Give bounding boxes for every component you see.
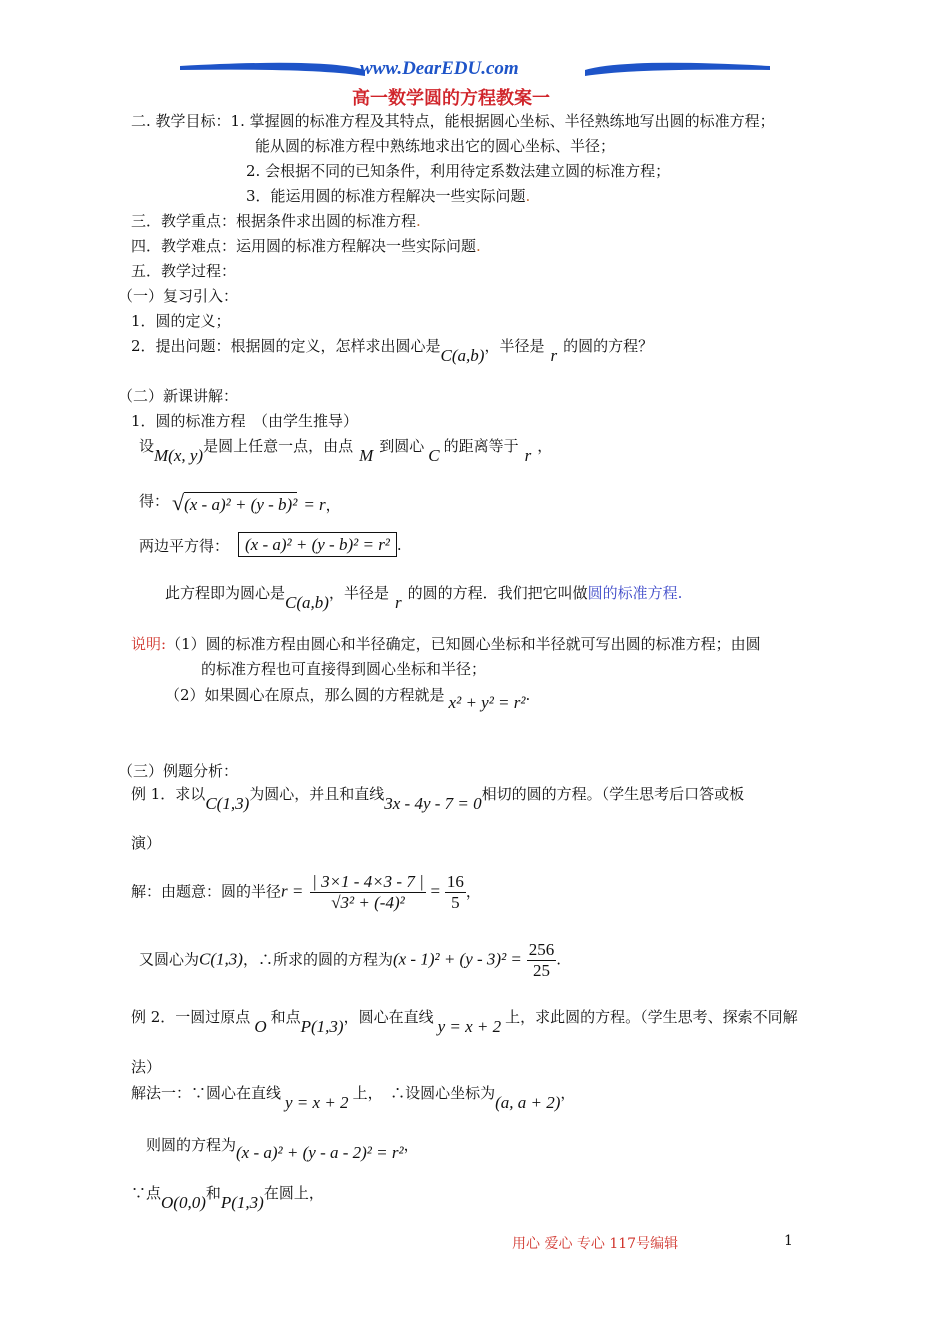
review-q2: 2．提出问题：根据圆的定义，怎样求出圆心是C(a,b)，半径是 r 的圆的方程？ xyxy=(131,337,654,365)
goal-3: 3．能运用圆的标准方程解决一些实际问题. xyxy=(246,187,531,205)
derivation-line: 设M(x, y)是圆上任意一点，由点 M 到圆心 C 的距离等于 r ， xyxy=(139,437,553,465)
method-1-equation: 则圆的方程为(x - a)² + (y - a - 2)² = r²， xyxy=(146,1136,419,1162)
example-1-cont: 演） xyxy=(131,834,162,852)
note-1: 说明:（1）圆的标准方程由圆心和半径确定，已知圆心坐标和半径就可写出圆的标准方程；由圆 xyxy=(131,635,761,653)
standard-equation-box: (x - a)² + (y - b)² = r² . xyxy=(238,535,402,555)
sqrt-equation: √(x - a)² + (y - b)² = r， xyxy=(172,490,341,515)
review-q1: 1．圆的定义； xyxy=(131,312,231,330)
goal-2: 2. 会根据不同的已知条件，利用待定系数法建立圆的标准方程； xyxy=(246,162,671,180)
site-logo-text: www.DearEDU.com xyxy=(360,58,519,79)
review-heading: （一）复习引入： xyxy=(118,287,239,305)
method-1: 解法一：∵圆心在直线 y = x + 2 上， ∴设圆心坐标为(a, a + 2)， xyxy=(131,1084,576,1112)
standard-equation-term: 圆的标准方程. xyxy=(587,584,683,602)
square-label: 两边平方得： xyxy=(139,537,230,555)
radius-value-fraction: $\frac{16}{5}$ xyxy=(446,872,464,912)
example-2-cont: 法） xyxy=(131,1058,162,1076)
get-label: 得： xyxy=(139,492,170,510)
page-number: 1 xyxy=(784,1233,793,1249)
page-title: 高一数学圆的方程教案一 xyxy=(352,88,550,109)
solution-1: 解：由题意：圆的半径r = $\frac{| 3\times 1 - 4\times 3 - 7 |}{\text{√3² + (-4)²}}$ = $\frac{16}{5}$ ， xyxy=(131,872,481,912)
points-on-circle: ∵点O(0,0)和P(1,3)在圆上， xyxy=(131,1184,324,1212)
new-lesson-heading: （二）新课讲解： xyxy=(118,387,239,405)
goals-line-1 xyxy=(131,110,775,131)
note-1b: 的标准方程也可直接得到圆心坐标和半径； xyxy=(201,660,487,678)
goals-label: 二. 教学目标： xyxy=(131,112,231,130)
footer-text: 用心 爱心 专心 117号编辑 xyxy=(512,1236,679,1252)
key-point: 三．教学重点：根据条件求出圆的标准方程. xyxy=(131,212,421,230)
radius-fraction: $\frac{| 3\times 1 - 4\times 3 - 7 |}{\text{√3² + (-4)²}}$ xyxy=(312,872,424,912)
goal-1b: 能从圆的标准方程中熟练地求出它的圆心坐标、半径； xyxy=(255,137,616,155)
example-1: 例 1．求以C(1,3)为圆心，并且和直线3x - 4y - 7 = 0相切的圆的方程。（学生思考后口答或板 xyxy=(131,785,745,813)
section-1-title: 1．圆的标准方程 （由学生推导） xyxy=(131,412,359,430)
note-2: （2）如果圆心在原点，那么圆的方程就是 x² + y² = r². xyxy=(165,686,531,712)
example-2: 例 2．一圆过原点 O 和点P(1,3)，圆心在直线 y = x + 2 上，求此圆的方程。（学生思考、探索不同解 xyxy=(131,1008,798,1036)
solution-1-result: 又圆心为C(1,3)，∴所求的圆的方程为(x - 1)² + (y - 3)² = $\frac{256}{25}$ . xyxy=(139,940,561,980)
process-heading: 五．教学过程： xyxy=(131,262,237,280)
result-fraction: $\frac{256}{25}$ xyxy=(528,940,555,980)
examples-heading: （三）例题分析： xyxy=(118,762,239,780)
goal-1: 1. 掌握圆的标准方程及其特点，能根据圆心坐标、半径熟练地写出圆的标准方程； xyxy=(230,112,775,130)
standard-equation-definition: 此方程即为圆心是C(a,b)，半径是 r 的圆的方程．我们把它叫做圆的标准方程. xyxy=(165,584,683,612)
difficulty: 四．教学难点：运用圆的标准方程解决一些实际问题. xyxy=(131,237,481,255)
